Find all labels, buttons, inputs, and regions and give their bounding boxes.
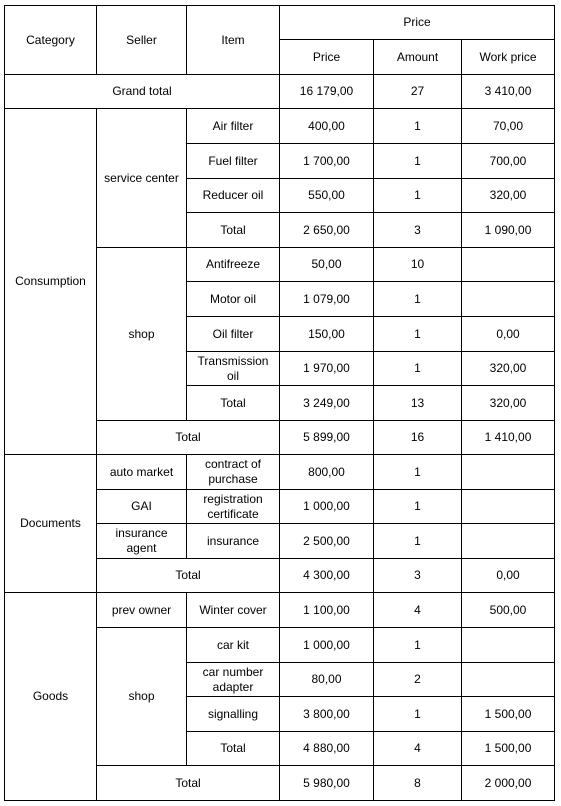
price-cell: 550,00 — [280, 179, 374, 213]
item-cell: Winter cover — [187, 593, 280, 628]
work-price-cell — [462, 490, 555, 524]
pivot-table — [4, 5, 555, 801]
amount-cell: 4 — [374, 732, 462, 766]
price-cell: 5 899,00 — [280, 421, 374, 455]
work-price-cell: 320,00 — [462, 179, 555, 213]
price-cell: 16 179,00 — [280, 75, 374, 109]
work-price-cell: 1 500,00 — [462, 697, 555, 732]
subtotal-label: Total — [187, 732, 280, 766]
item-cell: registration certificate — [187, 490, 280, 524]
work-price-cell: 70,00 — [462, 109, 555, 144]
grand-total-row — [5, 75, 555, 109]
price-cell: 5 980,00 — [280, 766, 374, 801]
work-price-cell: 0,00 — [462, 559, 555, 593]
price-cell: 3 800,00 — [280, 697, 374, 732]
work-price-cell — [462, 628, 555, 663]
work-price-cell: 500,00 — [462, 593, 555, 628]
amount-cell: 1 — [374, 179, 462, 213]
category-cell: Consumption — [5, 109, 97, 455]
table-row — [5, 455, 555, 490]
category-total-label: Total — [97, 421, 280, 455]
price-cell: 1 079,00 — [280, 282, 374, 317]
work-price-cell: 1 090,00 — [462, 213, 555, 248]
item-cell: Transmission oil — [187, 352, 280, 386]
amount-cell: 1 — [374, 109, 462, 144]
work-price-cell — [462, 282, 555, 317]
item-cell: Reducer oil — [187, 179, 280, 213]
seller-cell: prev owner — [97, 593, 187, 628]
amount-cell: 1 — [374, 697, 462, 732]
price-cell: 400,00 — [280, 109, 374, 144]
amount-cell: 16 — [374, 421, 462, 455]
category-header[interactable]: Category — [5, 6, 97, 75]
amount-cell: 3 — [374, 213, 462, 248]
price-group-header[interactable]: Price — [280, 6, 555, 40]
work-price-cell: 700,00 — [462, 144, 555, 179]
work-price-cell — [462, 248, 555, 282]
work-price-cell — [462, 663, 555, 697]
item-cell: contract of purchase — [187, 455, 280, 490]
seller-cell: insurance agent — [97, 524, 187, 559]
item-cell: Oil filter — [187, 317, 280, 352]
grand-total-label: Grand total — [5, 75, 280, 109]
work-price-cell — [462, 455, 555, 490]
price-cell: 2 500,00 — [280, 524, 374, 559]
price-cell: 80,00 — [280, 663, 374, 697]
price-cell: 150,00 — [280, 317, 374, 352]
seller-cell: shop — [97, 248, 187, 421]
price-header[interactable]: Price — [280, 40, 374, 75]
amount-cell: 10 — [374, 248, 462, 282]
item-cell: Air filter — [187, 109, 280, 144]
amount-header[interactable]: Amount — [374, 40, 462, 75]
table-row — [5, 593, 555, 628]
subtotal-label: Total — [187, 386, 280, 421]
amount-cell: 4 — [374, 593, 462, 628]
work-price-cell: 2 000,00 — [462, 766, 555, 801]
item-cell: Antifreeze — [187, 248, 280, 282]
price-cell: 1 000,00 — [280, 490, 374, 524]
category-cell: Goods — [5, 593, 97, 801]
amount-cell: 1 — [374, 490, 462, 524]
price-cell: 1 100,00 — [280, 593, 374, 628]
header-row — [5, 6, 555, 40]
work-price-cell: 320,00 — [462, 352, 555, 386]
item-cell: insurance — [187, 524, 280, 559]
seller-cell: service center — [97, 109, 187, 248]
subtotal-label: Total — [187, 213, 280, 248]
item-cell: car number adapter — [187, 663, 280, 697]
work-price-cell: 1 410,00 — [462, 421, 555, 455]
seller-cell: GAI — [97, 490, 187, 524]
item-cell: Fuel filter — [187, 144, 280, 179]
amount-cell: 1 — [374, 628, 462, 663]
item-cell: Motor oil — [187, 282, 280, 317]
category-cell: Documents — [5, 455, 97, 593]
item-header[interactable]: Item — [187, 6, 280, 75]
seller-header[interactable]: Seller — [97, 6, 187, 75]
price-cell: 800,00 — [280, 455, 374, 490]
amount-cell: 1 — [374, 144, 462, 179]
price-cell: 4 300,00 — [280, 559, 374, 593]
item-cell: car kit — [187, 628, 280, 663]
amount-cell: 2 — [374, 663, 462, 697]
amount-cell: 13 — [374, 386, 462, 421]
category-total-label: Total — [97, 559, 280, 593]
category-total-label: Total — [97, 766, 280, 801]
price-cell: 3 249,00 — [280, 386, 374, 421]
amount-cell: 27 — [374, 75, 462, 109]
amount-cell: 8 — [374, 766, 462, 801]
price-cell: 2 650,00 — [280, 213, 374, 248]
item-cell: signalling — [187, 697, 280, 732]
amount-cell: 1 — [374, 455, 462, 490]
work-price-cell: 0,00 — [462, 317, 555, 352]
amount-cell: 1 — [374, 524, 462, 559]
work-price-cell: 320,00 — [462, 386, 555, 421]
work-price-cell: 3 410,00 — [462, 75, 555, 109]
table-row — [5, 109, 555, 144]
amount-cell: 1 — [374, 317, 462, 352]
work-price-header[interactable]: Work price — [462, 40, 555, 75]
price-cell: 50,00 — [280, 248, 374, 282]
seller-cell: auto market — [97, 455, 187, 490]
work-price-cell: 1 500,00 — [462, 732, 555, 766]
price-cell: 4 880,00 — [280, 732, 374, 766]
amount-cell: 3 — [374, 559, 462, 593]
price-cell: 1 700,00 — [280, 144, 374, 179]
amount-cell: 1 — [374, 352, 462, 386]
seller-cell: shop — [97, 628, 187, 766]
price-cell: 1 000,00 — [280, 628, 374, 663]
amount-cell: 1 — [374, 282, 462, 317]
price-cell: 1 970,00 — [280, 352, 374, 386]
work-price-cell — [462, 524, 555, 559]
